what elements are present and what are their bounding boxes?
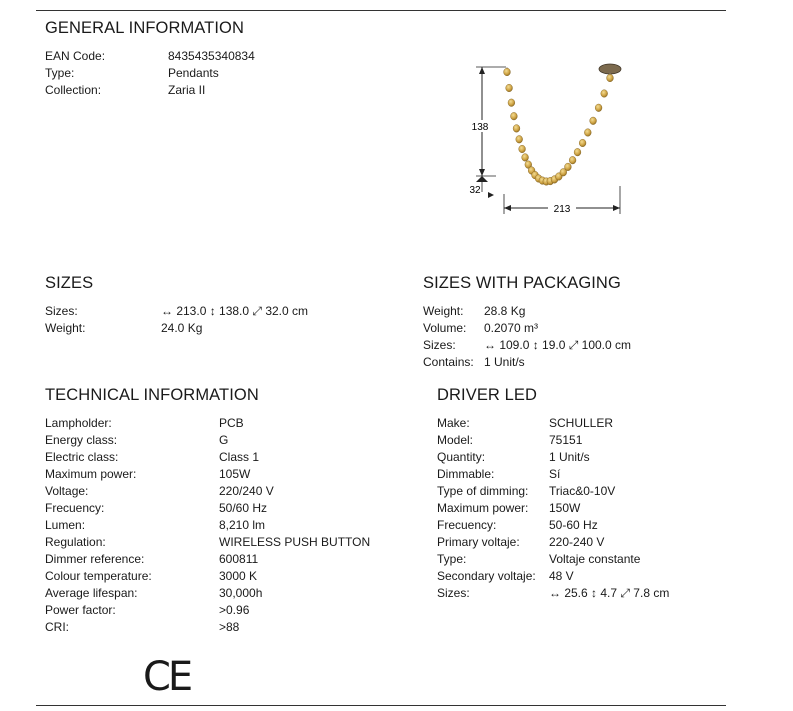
row-value: ↔ 213.0 ↕ 138.0 ⤢ 32.0 cm bbox=[161, 304, 309, 318]
row-value: 0.2070 m³ bbox=[484, 321, 539, 335]
row-label: Frecuency: bbox=[45, 501, 105, 515]
driver-row bbox=[437, 551, 737, 568]
general-row-type bbox=[45, 65, 405, 82]
row-value: 1 Unit/s bbox=[484, 355, 525, 369]
technical-row bbox=[45, 551, 415, 568]
technical-row bbox=[45, 585, 415, 602]
technical-row bbox=[45, 432, 415, 449]
technical-row bbox=[45, 466, 415, 483]
row-label: Lampholder: bbox=[45, 416, 112, 430]
technical-row bbox=[45, 449, 415, 466]
row-value: 220/240 V bbox=[219, 484, 274, 498]
row-value: Triac&0-10V bbox=[549, 484, 616, 498]
technical-info-list bbox=[45, 415, 415, 636]
technical-row bbox=[45, 568, 415, 585]
row-label: Energy class: bbox=[45, 433, 118, 447]
row-value: Class 1 bbox=[219, 450, 260, 464]
row-value: 1 Unit/s bbox=[549, 450, 590, 464]
packaging-heading: SIZES WITH PACKAGING bbox=[423, 274, 621, 292]
row-value: 220-240 V bbox=[549, 535, 605, 549]
row-value: Pendants bbox=[168, 66, 219, 80]
packaging-row-weight bbox=[423, 303, 723, 320]
row-value: >0.96 bbox=[219, 603, 250, 617]
canopy-dimension-label: 32 bbox=[469, 185, 481, 196]
bead-chain bbox=[504, 68, 614, 185]
row-value: 75151 bbox=[549, 433, 583, 447]
row-label: Quantity: bbox=[437, 450, 486, 464]
row-value: 600811 bbox=[219, 552, 259, 566]
row-label: Type of dimming: bbox=[437, 484, 529, 498]
driver-led-list bbox=[437, 415, 737, 602]
row-value: SCHULLER bbox=[549, 416, 614, 430]
bead bbox=[574, 148, 581, 156]
packaging-row-volume bbox=[423, 320, 723, 337]
row-label: Sizes: bbox=[45, 304, 78, 318]
bead bbox=[506, 84, 513, 92]
bead bbox=[569, 156, 576, 164]
bead bbox=[511, 112, 518, 120]
bead bbox=[513, 125, 520, 133]
bead bbox=[601, 90, 608, 98]
technical-row bbox=[45, 500, 415, 517]
packaging-list bbox=[423, 303, 723, 371]
packaging-row-sizes bbox=[423, 337, 723, 354]
packaging-row-contains bbox=[423, 354, 723, 371]
row-label: Volume: bbox=[423, 321, 467, 335]
driver-row bbox=[437, 415, 737, 432]
row-value: 8,210 lm bbox=[219, 518, 266, 532]
row-label: Sizes: bbox=[437, 586, 470, 600]
driver-row bbox=[437, 449, 737, 466]
row-value: 30,000h bbox=[219, 586, 263, 600]
technical-row bbox=[45, 483, 415, 500]
bead bbox=[516, 136, 523, 144]
width-dimension-label: 213 bbox=[553, 204, 571, 215]
row-label: Lumen: bbox=[45, 518, 86, 532]
technical-row bbox=[45, 602, 415, 619]
driver-row bbox=[437, 432, 737, 449]
row-label: Weight: bbox=[423, 304, 464, 318]
bead bbox=[508, 99, 515, 107]
technical-row bbox=[45, 534, 415, 551]
row-value: PCB bbox=[219, 416, 244, 430]
row-label: Power factor: bbox=[45, 603, 116, 617]
bead bbox=[590, 117, 597, 125]
bead bbox=[565, 163, 572, 171]
row-value: 28.8 Kg bbox=[484, 304, 526, 318]
row-label: Primary voltaje: bbox=[437, 535, 520, 549]
row-label: Voltage: bbox=[45, 484, 89, 498]
row-label: Type: bbox=[45, 66, 75, 80]
row-label: Collection: bbox=[45, 83, 102, 97]
row-value: 150W bbox=[549, 501, 581, 515]
driver-row bbox=[437, 517, 737, 534]
sizes-row-dimensions bbox=[45, 303, 405, 320]
height-dimension-label: 138 bbox=[471, 122, 489, 133]
row-label: Sizes: bbox=[423, 338, 456, 352]
driver-row bbox=[437, 534, 737, 551]
row-label: Maximum power: bbox=[45, 467, 137, 481]
row-value: 105W bbox=[219, 467, 251, 481]
row-label: Secondary voltaje: bbox=[437, 569, 536, 583]
general-info-heading: GENERAL INFORMATION bbox=[45, 19, 244, 37]
driver-row bbox=[437, 568, 737, 585]
product-dimension-drawing bbox=[462, 58, 662, 218]
row-value: 50/60 Hz bbox=[219, 501, 268, 515]
sizes-row-weight bbox=[45, 320, 405, 337]
row-label: Dimmable: bbox=[437, 467, 495, 481]
row-label: Regulation: bbox=[45, 535, 106, 549]
bead bbox=[595, 104, 602, 112]
sizes-heading: SIZES bbox=[45, 274, 94, 292]
row-value: G bbox=[219, 433, 229, 447]
row-label: Type: bbox=[437, 552, 467, 566]
bottom-rule bbox=[36, 705, 726, 706]
row-label: Make: bbox=[437, 416, 470, 430]
row-value: WIRELESS PUSH BUTTON bbox=[219, 535, 371, 549]
row-value: 24.0 Kg bbox=[161, 321, 203, 335]
bead bbox=[522, 154, 529, 162]
row-value: ↔ 109.0 ↕ 19.0 ⤢ 100.0 cm bbox=[484, 338, 632, 352]
row-label: Maximum power: bbox=[437, 501, 529, 515]
sizes-list bbox=[45, 303, 405, 337]
technical-info-heading: TECHNICAL INFORMATION bbox=[45, 386, 259, 404]
row-value: Voltaje constante bbox=[549, 552, 641, 566]
driver-row bbox=[437, 585, 737, 602]
row-label: Contains: bbox=[423, 355, 474, 369]
row-value: >88 bbox=[219, 620, 240, 634]
bead bbox=[579, 139, 586, 147]
technical-row bbox=[45, 517, 415, 534]
row-value: Zaria II bbox=[168, 83, 206, 97]
row-label: Model: bbox=[437, 433, 474, 447]
row-value: ↔ 25.6 ↕ 4.7 ⤢ 7.8 cm bbox=[549, 586, 670, 600]
technical-row bbox=[45, 619, 415, 636]
technical-row bbox=[45, 415, 415, 432]
bead bbox=[607, 74, 614, 82]
general-row-ean bbox=[45, 48, 405, 65]
row-value: 50-60 Hz bbox=[549, 518, 598, 532]
row-label: Dimmer reference: bbox=[45, 552, 145, 566]
driver-led-heading: DRIVER LED bbox=[437, 386, 538, 404]
driver-row bbox=[437, 483, 737, 500]
general-row-collection bbox=[45, 82, 405, 99]
general-info-list bbox=[45, 48, 405, 99]
bead bbox=[519, 145, 526, 153]
ce-mark-icon: CE bbox=[143, 654, 191, 700]
row-label: CRI: bbox=[45, 620, 69, 634]
row-label: EAN Code: bbox=[45, 49, 106, 63]
row-value: Sí bbox=[549, 467, 561, 481]
row-label: Frecuency: bbox=[437, 518, 497, 532]
driver-row bbox=[437, 500, 737, 517]
row-label: Weight: bbox=[45, 321, 86, 335]
bead bbox=[504, 68, 511, 76]
top-rule bbox=[36, 10, 726, 11]
row-label: Electric class: bbox=[45, 450, 119, 464]
bead bbox=[584, 129, 591, 137]
driver-row bbox=[437, 466, 737, 483]
row-value: 8435435340834 bbox=[168, 49, 255, 63]
row-label: Colour temperature: bbox=[45, 569, 152, 583]
row-value: 48 V bbox=[549, 569, 574, 583]
row-value: 3000 K bbox=[219, 569, 258, 583]
row-label: Average lifespan: bbox=[45, 586, 138, 600]
